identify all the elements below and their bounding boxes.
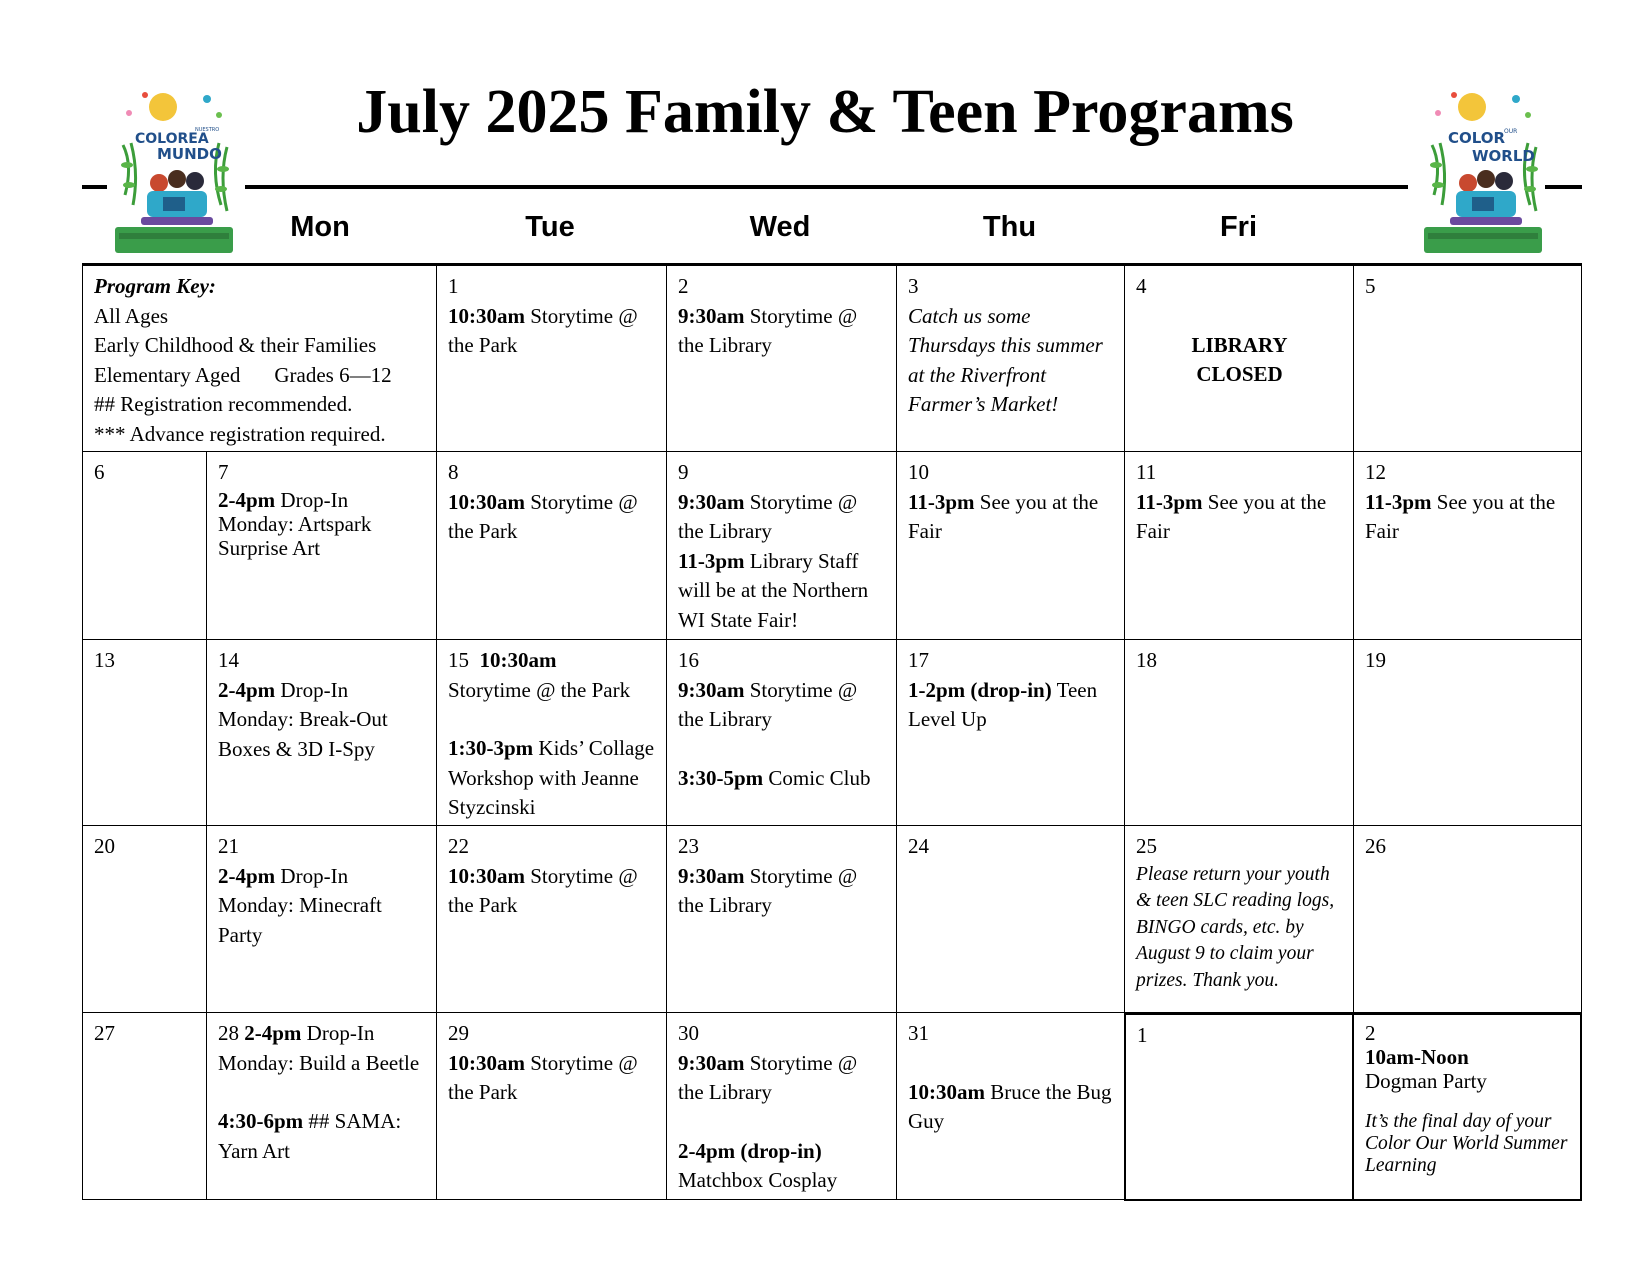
key-advance-registration: *** Advance registration required. [94,421,386,446]
header-rule-right [1545,185,1582,189]
key-early-childhood: Early Childhood & their Families [94,333,377,357]
event-text: Storytime @ the Park [448,1050,638,1104]
event-time: 9:30am [678,863,745,888]
day-cell-jul-22 [436,826,666,1013]
event-time: 3:30-5pm [678,765,764,790]
event-time: 4:30-6pm [218,1109,304,1133]
event-text: ## SAMA: Yarn Art [218,1109,402,1163]
day-cell-jul-27 [82,1013,206,1200]
event-text: Storytime @ the Library [678,1050,858,1104]
day-number: 12 [1365,460,1386,484]
day-number: 10 [908,460,929,484]
header-tue: Tue [525,211,575,243]
event-text: Storytime @ the Library [678,677,858,731]
event-text: Dogman Party [1365,1069,1487,1093]
day-number: 15 [448,648,469,672]
svg-text:COLOREA: COLOREA [135,131,209,147]
day-number: 23 [678,834,699,858]
event-time: 2-4pm [218,863,276,888]
event-time: 10:30am [908,1079,985,1104]
day-number: 20 [94,834,115,858]
day-cell-jul-13 [82,640,206,826]
event-text: Matchbox Cosplay [678,1168,838,1192]
day-cell-jul-1 [436,266,666,452]
event-time: 10:30am [448,1050,525,1075]
event-text: Drop-In Monday: Build a Beetle [218,1021,420,1075]
key-grades: Grades 6—12 [274,362,392,387]
day-number: 9 [678,460,689,484]
day-number: 1 [448,274,459,298]
event-time: 9:30am [678,1050,745,1075]
event-time: 10:30am [448,863,525,888]
event-time: 2-4pm [218,677,276,702]
header-rule-left [82,185,107,189]
svg-text:OUR: OUR [1504,128,1518,135]
event-text: Teen Level Up [908,677,1098,731]
program-key-heading: Program Key: [94,274,216,298]
event-text: See you at the Fair [1365,489,1556,543]
day-cell-jul-15 [436,640,666,826]
day-cell-jul-7 [206,452,436,640]
day-number: 29 [448,1021,469,1045]
event-time: 2-4pm (drop-in) [678,1138,822,1163]
day-cell-jul-10 [896,452,1124,640]
day-cell-jul-6 [82,452,206,640]
event-text: Library Staff will be at the Northern WI State Fair! [678,548,869,632]
day-cell-jul-24 [896,826,1124,1013]
event-text: Kids’ Collage Workshop with Jeanne Styzcinski [448,736,655,819]
day-number: 21 [218,834,239,858]
day-cell-jul-25 [1124,826,1353,1013]
day-cell-aug-2 [1352,1013,1582,1201]
event-time: 10:30am [448,303,525,328]
day-cell-jul-17 [896,640,1124,826]
event-text: Drop-In Monday: Break-Out Boxes & 3D I-Spy [218,677,388,761]
day-cell-jul-23 [666,826,896,1013]
day-number: 8 [448,460,459,484]
event-time: 1:30-3pm [448,736,534,760]
day-cell-jul-21 [206,826,436,1013]
day-cell-jul-4 [1124,266,1353,452]
day-cell-jul-14 [206,640,436,826]
farmers-market-note: Catch us some Thursdays this summer at the Riverfront Farmer’s Market! [908,303,1103,416]
day-number: 5 [1365,274,1376,298]
header-mon: Mon [290,211,350,243]
event-time: 11-3pm [678,548,745,573]
day-number: 31 [908,1021,929,1045]
event-time: 11-3pm [1365,489,1432,514]
day-cell-jul-19 [1353,640,1582,826]
event-time: 10am-Noon [1365,1045,1469,1069]
svg-text:MUNDO: MUNDO [157,145,222,163]
calendar-grid [82,263,1582,1201]
day-cell-jul-28 [206,1013,436,1200]
day-cell-jul-12 [1353,452,1582,640]
day-number: 2 [678,274,689,298]
event-text: Storytime @ the Park [448,489,638,543]
day-number: 22 [448,834,469,858]
event-text: Storytime @ the Park [448,303,638,357]
header-wed: Wed [749,211,811,243]
day-cell-jul-26 [1353,826,1582,1013]
header-thu: Thu [982,211,1037,243]
library-closed-label-2: CLOSED [1196,362,1283,386]
day-number: 3 [908,274,919,298]
event-time: 11-3pm [908,489,975,514]
event-text: Storytime @ the Library [678,489,858,543]
key-all-ages: All Ages [94,303,169,328]
library-closed-label: LIBRARY [1191,332,1288,357]
color-our-world-logo [1424,85,1542,255]
event-time: 9:30am [678,489,745,514]
day-number: 11 [1136,460,1157,484]
event-time: 10:30am [479,648,557,672]
svg-text:WORLD: WORLD [1472,147,1535,165]
header-rule-main [245,185,1408,189]
day-cell-jul-29 [436,1013,666,1200]
day-number: 18 [1136,648,1157,672]
svg-text:NUESTRO: NUESTRO [195,127,220,133]
event-time: 2-4pm [244,1021,302,1045]
day-number: 4 [1136,274,1147,298]
day-number: 7 [218,460,229,484]
day-number: 17 [908,648,929,672]
event-text: Storytime @ the Library [678,863,858,917]
day-number: 24 [908,834,929,858]
event-text: See you at the Fair [1136,489,1327,543]
page-title: July 2025 Family & Teen Programs [356,78,1294,146]
day-cell-jul-18 [1124,640,1353,826]
event-text: Storytime @ the Park [448,677,631,702]
day-cell-jul-9 [666,452,896,640]
event-text: Drop-In Monday: Minecraft Party [218,863,382,947]
event-text: Drop-In Monday: Artspark Surprise Art [218,487,372,560]
program-key-cell [82,266,436,452]
event-time: 9:30am [678,303,745,328]
event-time: 10:30am [448,489,525,514]
day-number: 14 [218,648,239,672]
event-text: Storytime @ the Library [678,303,858,357]
day-number: 1 [1137,1023,1148,1047]
reading-log-reminder: Please return your youth & teen SLC reading logs, BINGO cards, etc. by August 9 to claim your prizes. Thank you. [1136,863,1335,991]
header-fri: Fri [1219,211,1258,243]
event-time: 11-3pm [1136,489,1203,514]
event-text: Bruce the Bug Guy [908,1079,1112,1133]
day-cell-jul-5 [1353,266,1582,452]
event-time: 2-4pm [218,487,276,512]
day-number: 27 [94,1021,115,1045]
event-text: Storytime @ the Park [448,863,638,917]
day-number: 30 [678,1021,699,1045]
event-time: 9:30am [678,677,745,702]
day-number: 28 [218,1021,239,1045]
day-number: 6 [94,460,105,484]
event-text: Comic Club [768,765,871,790]
key-registration-recommended: ## Registration recommended. [94,392,353,416]
day-number: 16 [678,648,699,672]
day-number: 19 [1365,648,1386,672]
day-cell-jul-11 [1124,452,1353,640]
day-cell-jul-31 [896,1013,1124,1200]
key-elementary: Elementary Aged [94,362,241,387]
day-cell-aug-1 [1124,1013,1354,1201]
event-time: 1-2pm (drop-in) [908,677,1052,702]
day-cell-jul-30 [666,1013,896,1200]
event-text: See you at the Fair [908,489,1099,543]
day-cell-jul-20 [82,826,206,1013]
day-number: 13 [94,648,115,672]
day-number: 26 [1365,834,1386,858]
svg-text:COLOR: COLOR [1448,129,1506,147]
day-cell-jul-8 [436,452,666,640]
day-number: 2 [1365,1021,1376,1045]
day-cell-jul-3 [896,266,1124,452]
day-number: 25 [1136,834,1157,858]
day-cell-jul-16 [666,640,896,826]
sun-icon [149,93,177,121]
summer-learning-note: It’s the final day of your Color Our World Summer Learning [1365,1111,1568,1176]
sun-icon [1458,93,1486,121]
day-cell-jul-2 [666,266,896,452]
